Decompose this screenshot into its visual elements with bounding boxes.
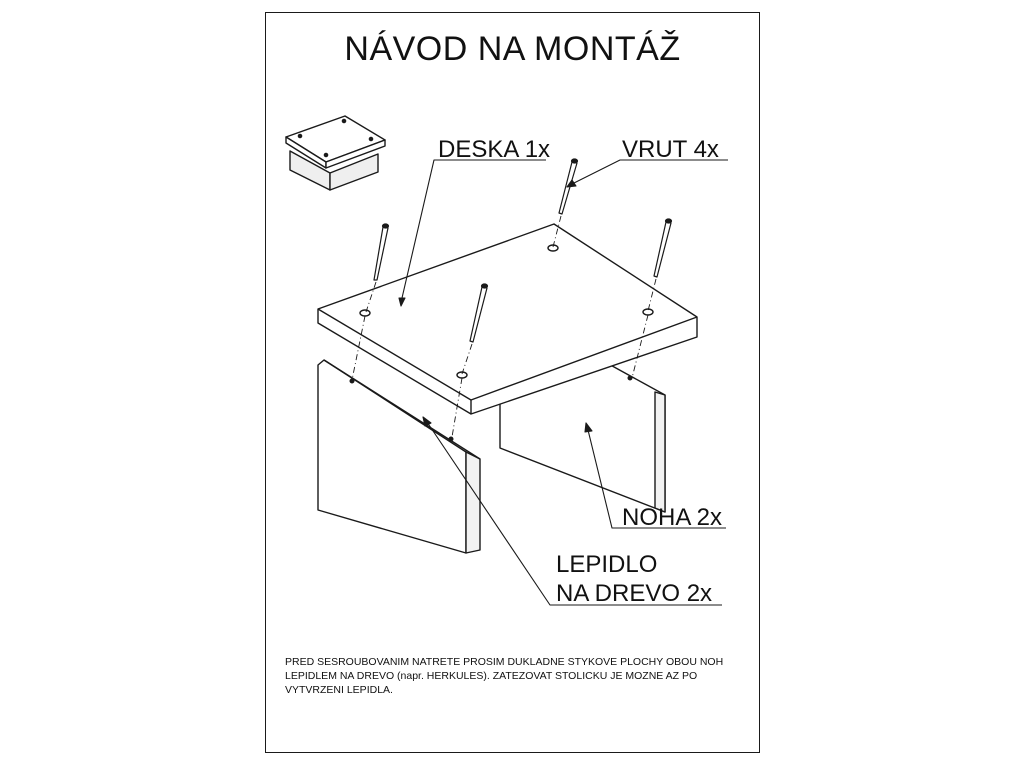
assembly-note: PRED SESROUBOVANIM NATRETE PROSIM DUKLADNE STYKOVE PLOCHY OBOU NOH LEPIDLEM NA DREVO (napr. HERKULES). ZATEZOVAT STOLICKU JE MOZNE AZ PO VYTVRZENI LEPIDLA. (285, 656, 724, 697)
label-vrut: VRUT 4x (622, 136, 719, 163)
label-deska: DESKA 1x (438, 136, 551, 163)
label-noha: NOHA 2x (622, 504, 723, 531)
label-lepidlo-line2: NA DREVO 2x (556, 580, 713, 607)
assembled-stool-preview (286, 116, 385, 190)
label-lepidlo-line1: LEPIDLO (556, 551, 658, 578)
page-title: NÁVOD NA MONTÁŽ (344, 30, 681, 68)
